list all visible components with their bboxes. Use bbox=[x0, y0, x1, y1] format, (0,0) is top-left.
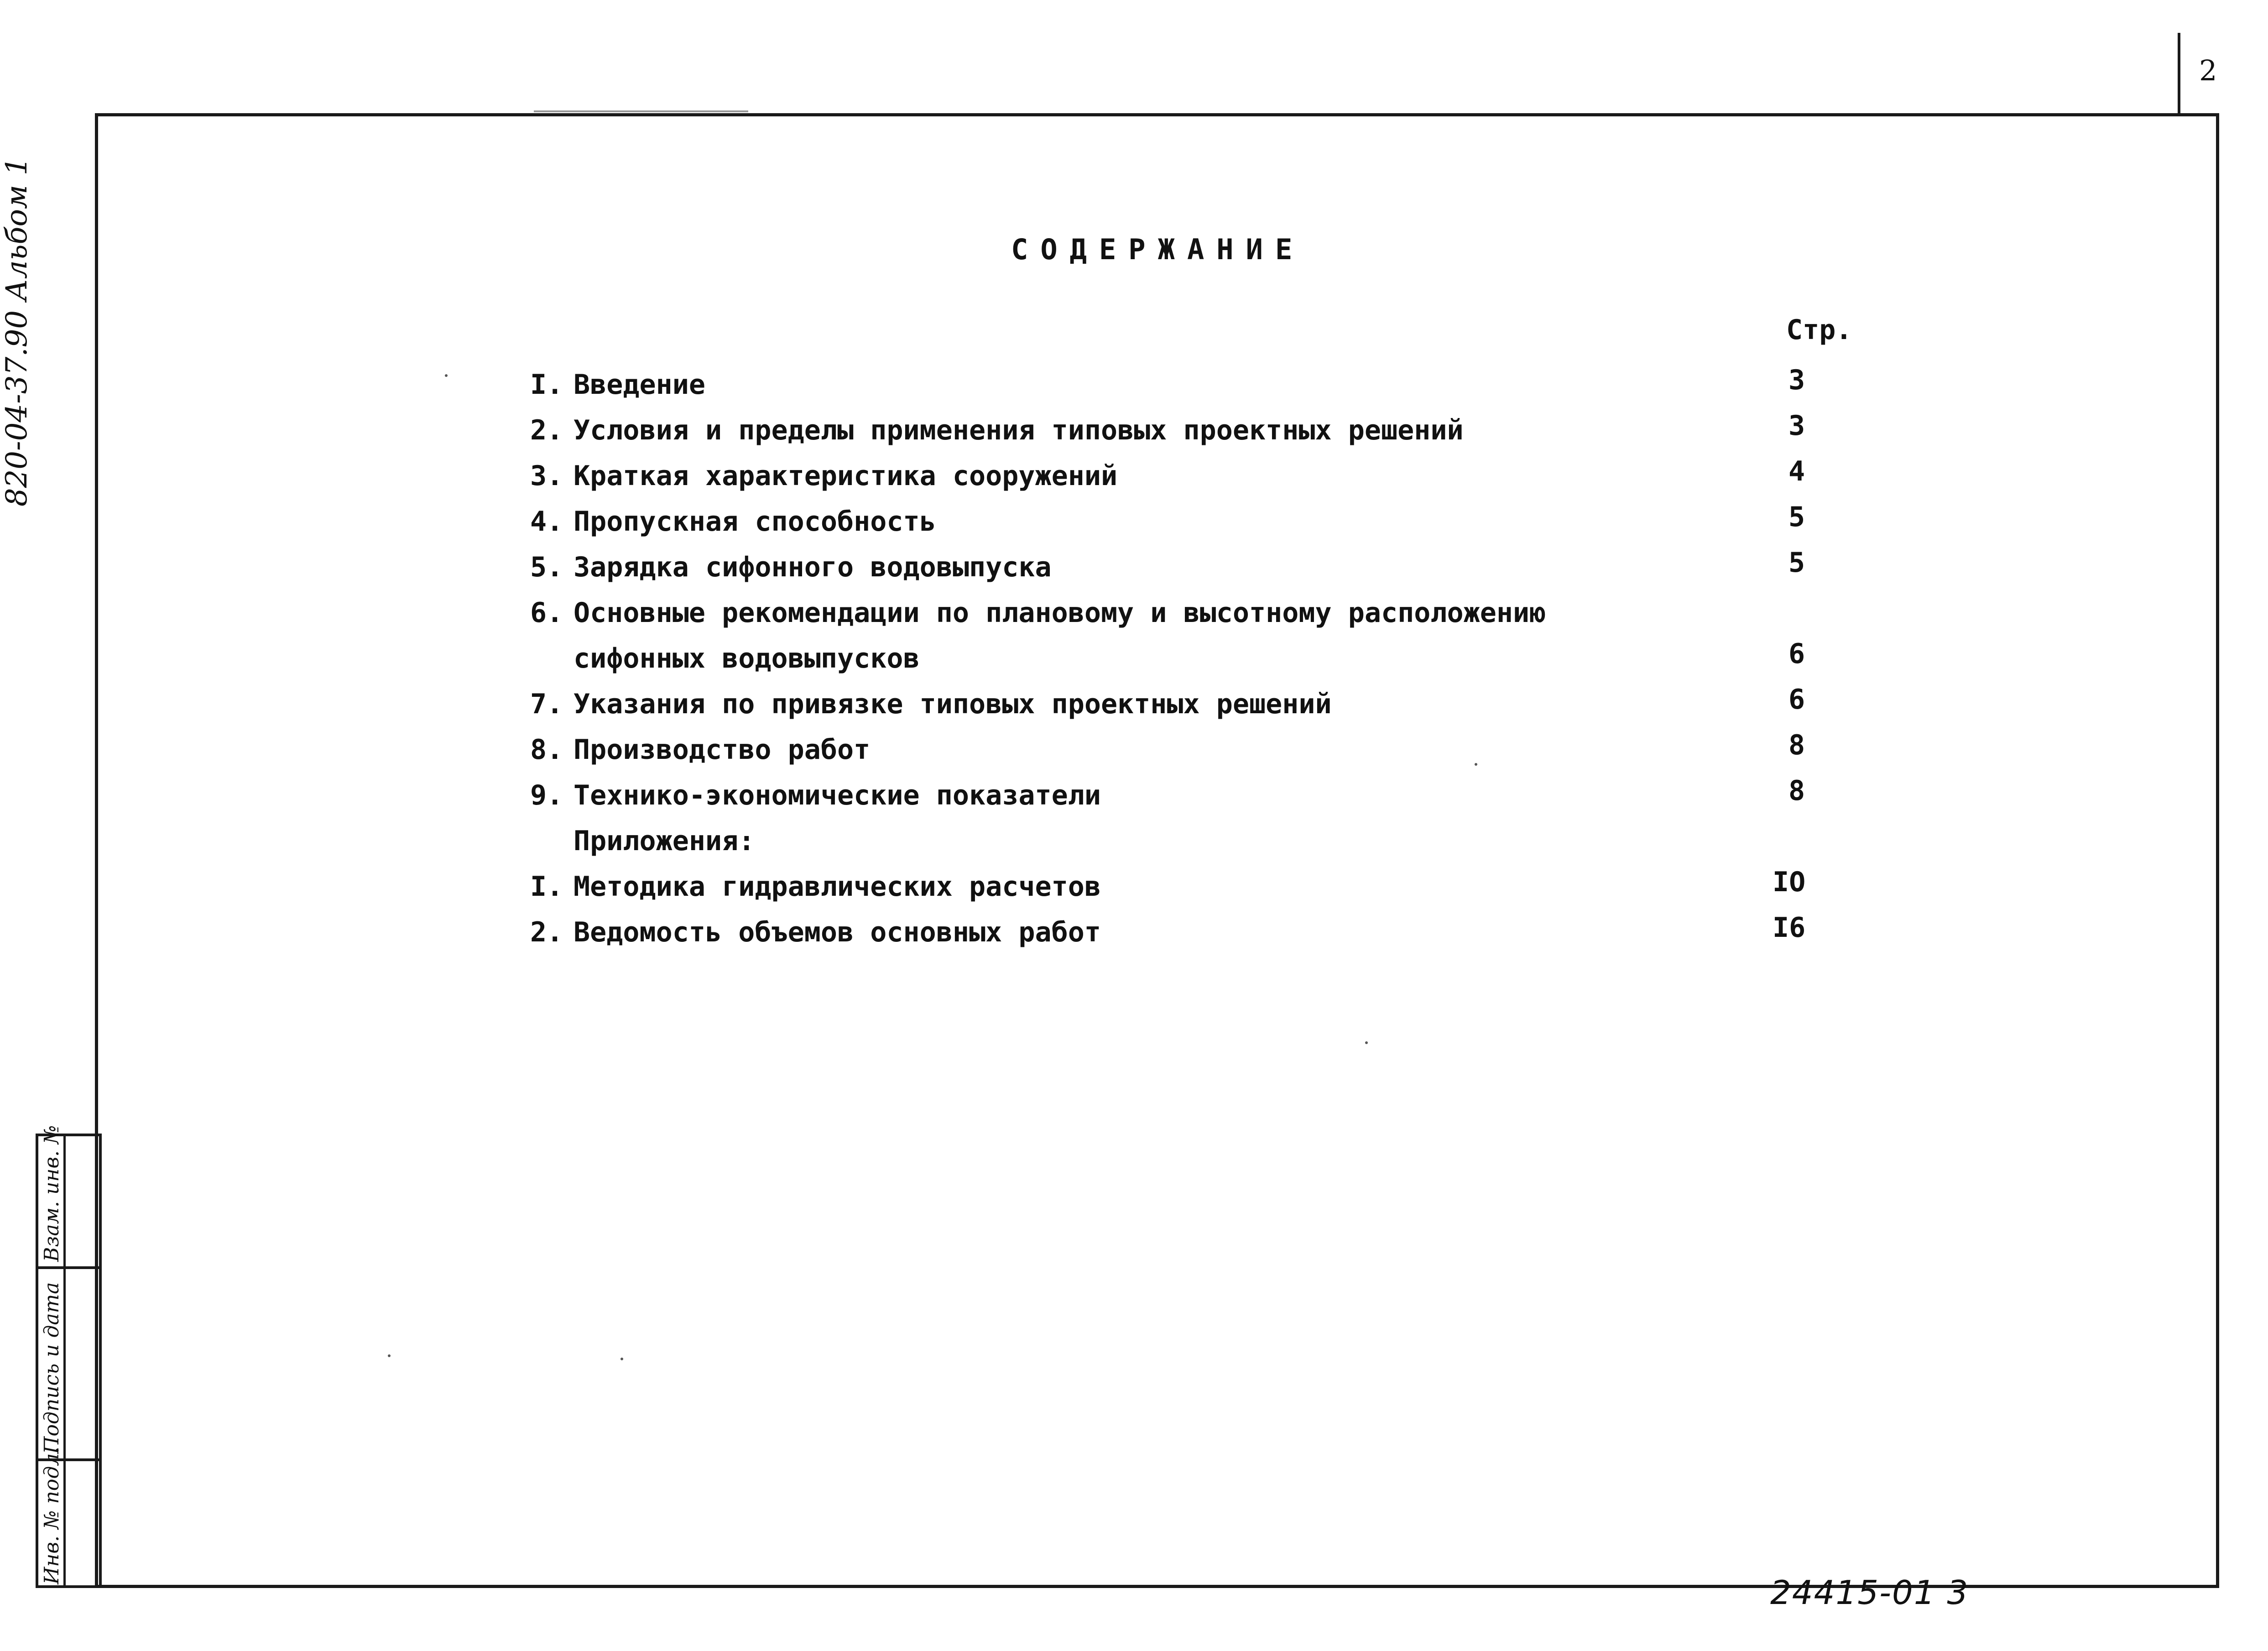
appendix-item-text: Методика гидравлических расчетов bbox=[574, 871, 1101, 903]
sheet-code: 24415-01 3 bbox=[1770, 1573, 1969, 1612]
document-cipher: 820-04-37.90 Альбом 1 bbox=[0, 157, 34, 507]
stamp-label-podpis-data: Подпись и дата bbox=[40, 1282, 63, 1454]
toc-item-text: Основные рекомендации по плановому и высотному расположению bbox=[574, 597, 1546, 629]
toc-item-text: Производство работ bbox=[574, 734, 871, 766]
toc-item-text: Введение bbox=[574, 369, 705, 401]
appendix-item-page: IO bbox=[1773, 866, 1806, 898]
toc-item-8 bbox=[530, 734, 870, 766]
toc-item-number: 4. bbox=[530, 506, 563, 538]
toc-item-text: Пропускная способность bbox=[574, 506, 936, 538]
appendix-item-page: I6 bbox=[1773, 912, 1806, 944]
stamp-row-divider bbox=[36, 1266, 102, 1269]
toc-item-number: 3. bbox=[530, 460, 563, 492]
toc-item-text: Условия и пределы применения типовых проектных решений bbox=[574, 414, 1464, 446]
appendix-item-2 bbox=[530, 916, 1101, 948]
scan-speck bbox=[445, 374, 448, 377]
toc-item-page: 3 bbox=[1788, 364, 1805, 396]
stamp-label-inv-podl: Инв. № подл. bbox=[40, 1447, 63, 1584]
scan-speck bbox=[1475, 763, 1477, 766]
appendix-item-number: I. bbox=[530, 871, 563, 903]
toc-item-1 bbox=[530, 369, 705, 401]
toc-item-4 bbox=[530, 506, 936, 538]
toc-item-text: Зарядка сифонного водовыпуска bbox=[574, 551, 1052, 583]
toc-item-page: 4 bbox=[1788, 455, 1805, 487]
toc-item-9 bbox=[530, 779, 1101, 811]
toc-item-page: 6 bbox=[1788, 638, 1805, 670]
toc-item-page: 5 bbox=[1788, 501, 1805, 533]
toc-item-5 bbox=[530, 551, 1052, 583]
toc-item-text-continuation: сифонных водовыпусков bbox=[574, 643, 920, 674]
toc-item-text: Краткая характеристика сооружений bbox=[574, 460, 1118, 492]
toc-item-page: 3 bbox=[1788, 410, 1805, 442]
toc-item-6 bbox=[530, 597, 1546, 629]
stamp-label-vzam-inv: Взам. инв. № bbox=[40, 1125, 63, 1262]
toc-item-page: 5 bbox=[1788, 547, 1805, 579]
page-number: 2 bbox=[2199, 54, 2217, 87]
toc-item-number: 8. bbox=[530, 734, 563, 766]
scan-speck bbox=[1365, 1041, 1368, 1044]
page-column-header: Стр. bbox=[1786, 314, 1852, 346]
toc-item-page: 8 bbox=[1788, 775, 1805, 807]
appendix-item-text: Ведомость объемов основных работ bbox=[574, 916, 1101, 948]
toc-item-page: 8 bbox=[1788, 729, 1805, 761]
toc-item-number: 7. bbox=[530, 688, 563, 720]
frame-mark bbox=[534, 110, 748, 112]
toc-item-number: I. bbox=[530, 369, 563, 401]
toc-item-3 bbox=[530, 460, 1117, 492]
toc-item-7 bbox=[530, 688, 1332, 720]
scan-speck bbox=[388, 1354, 391, 1357]
appendix-item-number: 2. bbox=[530, 916, 563, 948]
drawing-frame bbox=[95, 113, 2219, 1588]
page-title: СОДЕРЖАНИЕ bbox=[1011, 233, 1305, 266]
toc-item-page: 6 bbox=[1788, 684, 1805, 716]
toc-item-2 bbox=[530, 414, 1464, 446]
appendix-heading: Приложения: bbox=[574, 825, 755, 857]
scan-speck bbox=[620, 1358, 623, 1360]
toc-item-number: 2. bbox=[530, 414, 563, 446]
toc-item-number: 9. bbox=[530, 779, 563, 811]
toc-item-number: 6. bbox=[530, 597, 563, 629]
page-number-divider bbox=[2178, 33, 2180, 113]
appendix-item-1 bbox=[530, 871, 1101, 903]
toc-item-text: Указания по привязке типовых проектных решений bbox=[574, 688, 1332, 720]
toc-item-text: Технико-экономические показатели bbox=[574, 779, 1101, 811]
toc-item-number: 5. bbox=[530, 551, 563, 583]
